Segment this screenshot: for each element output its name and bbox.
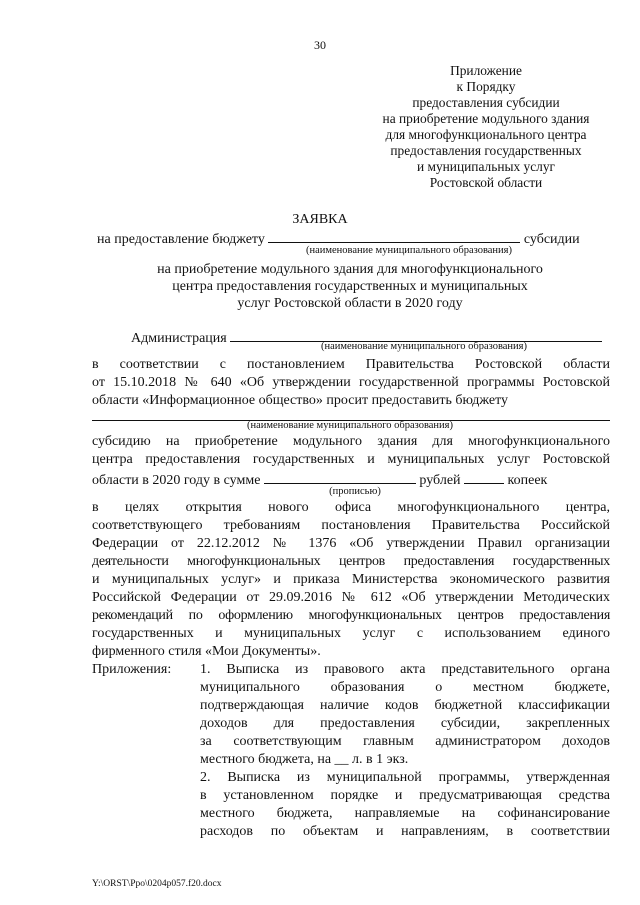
attachment2-line: в установленном порядке и предусматривающая средства [200, 788, 610, 803]
para1-line: в соответствии с постановлением Правительства Ростовской области [92, 357, 610, 372]
kop-blank [464, 470, 504, 484]
para1-line: области «Информационное общество» просит предоставить бюджету [92, 393, 509, 408]
attachment1-line: 1. Выписка из правового акта представительного органа [200, 662, 610, 677]
appendix-line: предоставления субсидии [412, 95, 560, 110]
subtitle-prefix: на предоставление бюджету [97, 232, 265, 247]
appendix-line: Ростовской области [429, 175, 543, 190]
attachment1-last-line: местного бюджета, на __ л. в 1 экз. [200, 752, 409, 767]
document-title: ЗАЯВКА [292, 212, 348, 227]
appendix-line: к Порядку [456, 79, 516, 94]
para3-line: соответствующего требованиям постановления Правительства Российской [92, 518, 610, 533]
subtitle-block [0, 261, 640, 312]
subtitle-line: на приобретение модульного здания для многофункционального [157, 262, 543, 277]
appendix-line: для многофункционального центра [385, 127, 587, 142]
attachment1-line: муниципального образования о местном бюджете, [200, 680, 610, 695]
sum-rub-label: рублей [419, 473, 461, 488]
note-words: (прописью) [329, 486, 381, 497]
attachments-label: Приложения: [92, 662, 172, 677]
para3-line: деятельности многофункциональных центров предоставления государственных [92, 554, 610, 569]
para3-line: Российской Федерации от 29.09.2016 № 612 «Об утверждении Методических [92, 590, 610, 605]
admin-blank [230, 328, 602, 342]
para1-line: от 15.10.2018 № 640 «Об утверждении государственной программы Ростовской [92, 375, 610, 390]
subtitle-suffix: субсидии [523, 232, 580, 247]
para3-last-line: фирменного стиля «Мои Документы». [92, 644, 321, 659]
note-municipality-2: (наименование муниципального образования) [320, 341, 528, 352]
sum-blank [264, 470, 416, 484]
subtitle-line: центра предоставления государственных и муниципальных [172, 279, 528, 294]
subtitle-line: услуг Ростовской области в 2020 году [237, 296, 463, 311]
sum-prefix: области в 2020 году в сумме [92, 473, 261, 488]
note-municipality: (наименование муниципального образования) [305, 245, 513, 256]
page-number: 30 [314, 38, 326, 52]
admin-label: Администрация [131, 331, 227, 346]
para2-line: субсидию на приобретение модульного здания для многофункционального [92, 434, 610, 449]
attachment2-line: расходов по объектам и направлениям, в соответствии [200, 824, 610, 839]
attachment1-line: подтверждающая наличие кодов бюджетной классификации [200, 698, 610, 713]
municipality-blank [268, 229, 520, 243]
appendix-line: на приобретение модульного здания [382, 111, 590, 126]
appendix-header [362, 63, 610, 191]
sum-kop-label: копеек [507, 473, 548, 488]
para3-line: государственных и муниципальных услуг с использованием единого [92, 626, 610, 641]
appendix-line: Приложение [450, 63, 522, 78]
note-municipality-3: (наименование муниципального образования) [246, 420, 454, 431]
para3-line: Федерации от 22.12.2012 № 1376 «Об утверждении Правил организации [92, 536, 610, 551]
para3-line: в целях открытия нового офиса многофункционального центра, [92, 500, 610, 515]
attachment2-line: 2. Выписка из муниципальной программы, утвержденная [200, 770, 610, 785]
attachment2-line: местного бюджета, направляемые на софинансирование [200, 806, 610, 821]
para2-line: центра предоставления государственных и муниципальных услуг Ростовской [92, 452, 610, 467]
para3-line: и муниципальных услуг» и приказа Министерства экономического развития [92, 572, 610, 587]
appendix-line: предоставления государственных [390, 143, 582, 158]
attachment1-line: доходов для предоставления субсидии, закрепленных [200, 716, 610, 731]
para3-line: рекомендаций по оформлению многофункциональных центров предоставления [92, 608, 610, 623]
footer-file-path: Y:\ORST\Ppo\0204p057.f20.docx [92, 879, 222, 889]
appendix-line: и муниципальных услуг [416, 159, 556, 174]
attachment1-line: за соответствующим главным администратором доходов [200, 734, 610, 749]
